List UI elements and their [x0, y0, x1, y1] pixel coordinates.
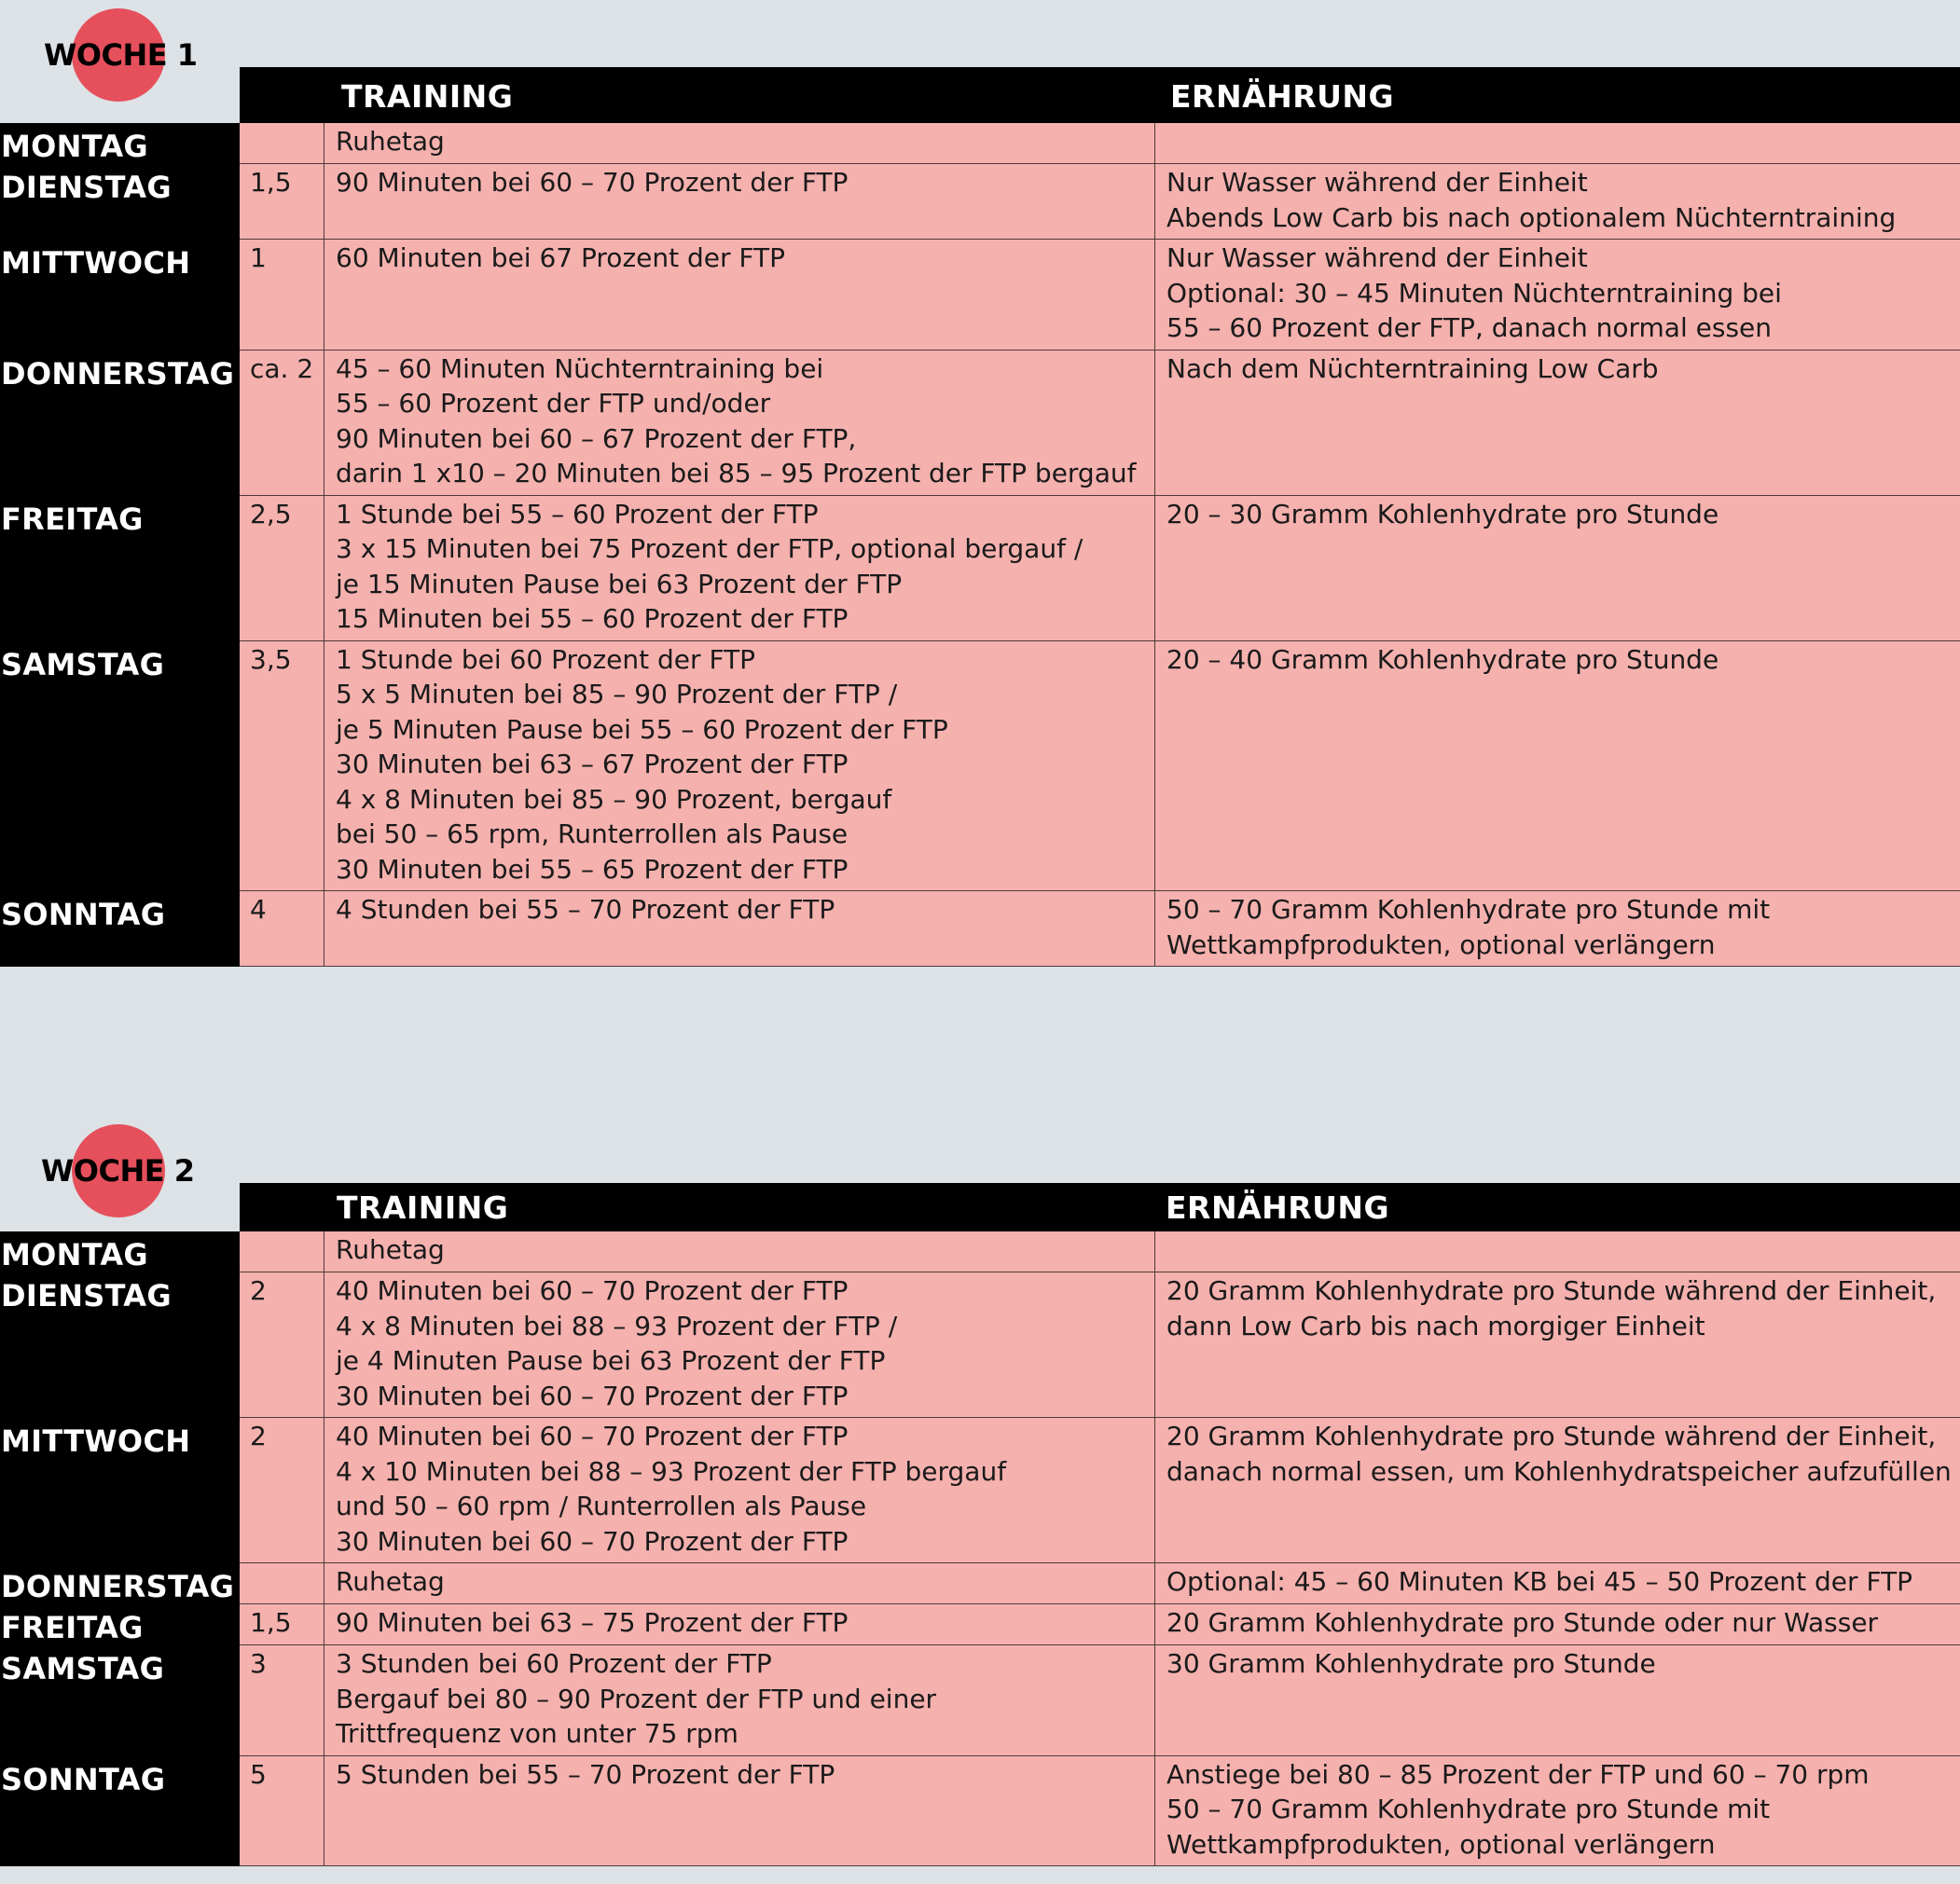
- training-cell: [324, 1418, 1155, 1563]
- nutrition-line: 55 – 60 Prozent der FTP, danach normal essen: [1166, 312, 1773, 343]
- table-header: [240, 67, 1960, 123]
- nutrition-cell: [1155, 1563, 1960, 1604]
- day-label: MONTAG: [0, 1231, 240, 1272]
- nutrition-cell: [1155, 641, 1960, 892]
- hours-cell: 4: [240, 891, 324, 967]
- day-label: DIENSTAG: [0, 1272, 240, 1418]
- hours-cell: [240, 123, 324, 164]
- table-row: [0, 891, 1960, 967]
- training-line: je 4 Minuten Pause bei 63 Prozent der FTP: [336, 1345, 886, 1376]
- hours-cell: 2,5: [240, 496, 324, 641]
- training-line: 30 Minuten bei 63 – 67 Prozent der FTP: [336, 749, 849, 779]
- hours-cell: 2: [240, 1272, 324, 1418]
- hours-cell: [240, 1563, 324, 1604]
- hours-cell: 1,5: [240, 164, 324, 240]
- hours-cell: 1: [240, 240, 324, 351]
- week-badge: [0, 0, 240, 124]
- training-line: und 50 – 60 rpm / Runterrollen als Pause: [336, 1491, 867, 1521]
- nutrition-line: Nur Wasser während der Einheit: [1166, 167, 1588, 198]
- table-row: [0, 351, 1960, 496]
- nutrition-line: Optional: 45 – 60 Minuten KB bei 45 – 50 Prozent der FTP: [1166, 1566, 1913, 1597]
- day-label: DONNERSTAG: [0, 1563, 240, 1604]
- nutrition-cell: [1155, 240, 1960, 351]
- nutrition-line: dann Low Carb bis nach morgiger Einheit: [1166, 1310, 1705, 1341]
- day-label: MITTWOCH: [0, 240, 240, 351]
- nutrition-cell: [1155, 496, 1960, 641]
- nutrition-cell: [1155, 123, 1960, 164]
- training-cell: [324, 240, 1155, 351]
- week-table: [0, 1231, 1960, 1866]
- nutrition-line: Nach dem Nüchterntraining Low Carb: [1166, 352, 1659, 384]
- day-label: SONNTAG: [0, 891, 240, 967]
- nutrition-line: 20 Gramm Kohlenhydrate pro Stunde oder nur Wasser: [1166, 1607, 1879, 1638]
- training-cell: [324, 351, 1155, 496]
- hours-cell: 3,5: [240, 641, 324, 892]
- training-line: 30 Minuten bei 60 – 70 Prozent der FTP: [336, 1525, 849, 1557]
- training-line: Ruhetag: [336, 1234, 445, 1265]
- header-training: TRAINING: [341, 78, 514, 115]
- table-row: [0, 641, 1960, 892]
- training-line: 4 x 10 Minuten bei 88 – 93 Prozent der FTP bergauf: [336, 1455, 1007, 1487]
- day-label: FREITAG: [0, 1604, 240, 1645]
- hours-cell: [240, 1231, 324, 1272]
- hours-cell: 2: [240, 1418, 324, 1563]
- header-ernaehrung: ERNÄHRUNG: [1170, 78, 1395, 115]
- training-cell: [324, 496, 1155, 641]
- training-line: Trittfrequenz von unter 75 rpm: [336, 1718, 738, 1749]
- training-line: 4 x 8 Minuten bei 88 – 93 Prozent der FTP /: [336, 1310, 898, 1341]
- training-line: 45 – 60 Minuten Nüchterntraining bei: [336, 352, 824, 384]
- table-row: [0, 164, 1960, 240]
- day-label: SAMSTAG: [0, 1645, 240, 1756]
- training-line: 90 Minuten bei 60 – 70 Prozent der FTP: [336, 167, 849, 198]
- day-label: DIENSTAG: [0, 164, 240, 240]
- hours-cell: 3: [240, 1645, 324, 1756]
- header-training: TRAINING: [337, 1190, 509, 1226]
- training-cell: [324, 1604, 1155, 1645]
- training-line: Bergauf bei 80 – 90 Prozent der FTP und einer: [336, 1683, 937, 1714]
- hours-cell: ca. 2: [240, 351, 324, 496]
- training-line: je 15 Minuten Pause bei 63 Prozent der FTP: [336, 568, 903, 599]
- week-label: WOCHE 1: [44, 37, 198, 73]
- day-label: DONNERSTAG: [0, 351, 240, 496]
- training-line: 40 Minuten bei 60 – 70 Prozent der FTP: [336, 1421, 849, 1451]
- table-row: [0, 1756, 1960, 1867]
- training-line: 90 Minuten bei 60 – 67 Prozent der FTP,: [336, 422, 857, 454]
- training-cell: [324, 641, 1155, 892]
- training-line: 15 Minuten bei 55 – 60 Prozent der FTP: [336, 603, 849, 634]
- day-label: MONTAG: [0, 123, 240, 164]
- nutrition-cell: [1155, 164, 1960, 240]
- nutrition-line: Nur Wasser während der Einheit: [1166, 242, 1588, 273]
- day-label: MITTWOCH: [0, 1418, 240, 1563]
- nutrition-line: 20 – 40 Gramm Kohlenhydrate pro Stunde: [1166, 643, 1719, 675]
- training-line: 90 Minuten bei 63 – 75 Prozent der FTP: [336, 1607, 849, 1638]
- nutrition-line: 50 – 70 Gramm Kohlenhydrate pro Stunde mit: [1166, 894, 1771, 925]
- nutrition-cell: [1155, 1645, 1960, 1756]
- training-line: 5 Stunden bei 55 – 70 Prozent der FTP: [336, 1758, 835, 1790]
- table-row: [0, 123, 1960, 164]
- training-cell: [324, 123, 1155, 164]
- training-cell: [324, 1645, 1155, 1756]
- nutrition-line: Anstiege bei 80 – 85 Prozent der FTP und 60 – 70 rpm: [1166, 1758, 1870, 1790]
- training-line: 30 Minuten bei 60 – 70 Prozent der FTP: [336, 1380, 849, 1411]
- table-row: [0, 496, 1960, 641]
- nutrition-cell: [1155, 1756, 1960, 1867]
- nutrition-line: 30 Gramm Kohlenhydrate pro Stunde: [1166, 1648, 1656, 1679]
- training-line: Ruhetag: [336, 1566, 445, 1597]
- nutrition-line: 50 – 70 Gramm Kohlenhydrate pro Stunde mit: [1166, 1794, 1771, 1824]
- table-row: [0, 240, 1960, 351]
- nutrition-cell: [1155, 891, 1960, 967]
- week-badge: [0, 1117, 240, 1241]
- day-label: SAMSTAG: [0, 641, 240, 892]
- nutrition-cell: [1155, 1272, 1960, 1418]
- training-line: je 5 Minuten Pause bei 55 – 60 Prozent der FTP: [336, 713, 948, 745]
- week-table: [0, 123, 1960, 967]
- training-cell: [324, 1563, 1155, 1604]
- training-line: 1 Stunde bei 55 – 60 Prozent der FTP: [336, 498, 819, 529]
- training-line: 3 Stunden bei 60 Prozent der FTP: [336, 1648, 772, 1679]
- nutrition-line: Wettkampfprodukten, optional verlängern: [1166, 1828, 1716, 1860]
- nutrition-line: 20 Gramm Kohlenhydrate pro Stunde während der Einheit,: [1166, 1421, 1937, 1451]
- training-line: 3 x 15 Minuten bei 75 Prozent der FTP, optional bergauf /: [336, 533, 1084, 564]
- table-row: [0, 1231, 1960, 1272]
- day-label: FREITAG: [0, 496, 240, 641]
- table-header: [240, 1183, 1960, 1231]
- training-line: 60 Minuten bei 67 Prozent der FTP: [336, 242, 786, 273]
- training-line: 5 x 5 Minuten bei 85 – 90 Prozent der FTP /: [336, 679, 898, 709]
- training-cell: [324, 1756, 1155, 1867]
- training-cell: [324, 164, 1155, 240]
- nutrition-line: Wettkampfprodukten, optional verlängern: [1166, 928, 1716, 960]
- training-line: Ruhetag: [336, 126, 445, 157]
- training-line: 4 x 8 Minuten bei 85 – 90 Prozent, bergauf: [336, 783, 892, 815]
- table-row: [0, 1645, 1960, 1756]
- training-line: 4 Stunden bei 55 – 70 Prozent der FTP: [336, 894, 835, 925]
- training-cell: [324, 891, 1155, 967]
- nutrition-cell: [1155, 1418, 1960, 1563]
- header-ernaehrung: ERNÄHRUNG: [1166, 1190, 1390, 1226]
- training-line: 40 Minuten bei 60 – 70 Prozent der FTP: [336, 1275, 849, 1306]
- hours-cell: 1,5: [240, 1604, 324, 1645]
- table-row: [0, 1604, 1960, 1645]
- training-line: 55 – 60 Prozent der FTP und/oder: [336, 388, 771, 419]
- hours-cell: 5: [240, 1756, 324, 1867]
- nutrition-line: Abends Low Carb bis nach optionalem Nüchterntraining: [1166, 201, 1897, 233]
- week-label: WOCHE 2: [41, 1153, 195, 1189]
- nutrition-line: 20 Gramm Kohlenhydrate pro Stunde während der Einheit,: [1166, 1275, 1937, 1306]
- training-cell: [324, 1272, 1155, 1418]
- nutrition-cell: [1155, 1604, 1960, 1645]
- training-cell: [324, 1231, 1155, 1272]
- nutrition-line: 20 – 30 Gramm Kohlenhydrate pro Stunde: [1166, 498, 1719, 529]
- training-line: darin 1 x10 – 20 Minuten bei 85 – 95 Prozent der FTP bergauf: [336, 458, 1137, 488]
- nutrition-line: Optional: 30 – 45 Minuten Nüchterntraining bei: [1166, 277, 1782, 309]
- training-line: bei 50 – 65 rpm, Runterrollen als Pause: [336, 818, 849, 849]
- table-row: [0, 1563, 1960, 1604]
- table-row: [0, 1418, 1960, 1563]
- training-line: 30 Minuten bei 55 – 65 Prozent der FTP: [336, 853, 849, 885]
- nutrition-cell: [1155, 1231, 1960, 1272]
- day-label: SONNTAG: [0, 1756, 240, 1867]
- nutrition-cell: [1155, 351, 1960, 496]
- table-row: [0, 1272, 1960, 1418]
- nutrition-line: danach normal essen, um Kohlenhydratspeicher aufzufüllen: [1166, 1455, 1952, 1487]
- training-line: 1 Stunde bei 60 Prozent der FTP: [336, 643, 756, 675]
